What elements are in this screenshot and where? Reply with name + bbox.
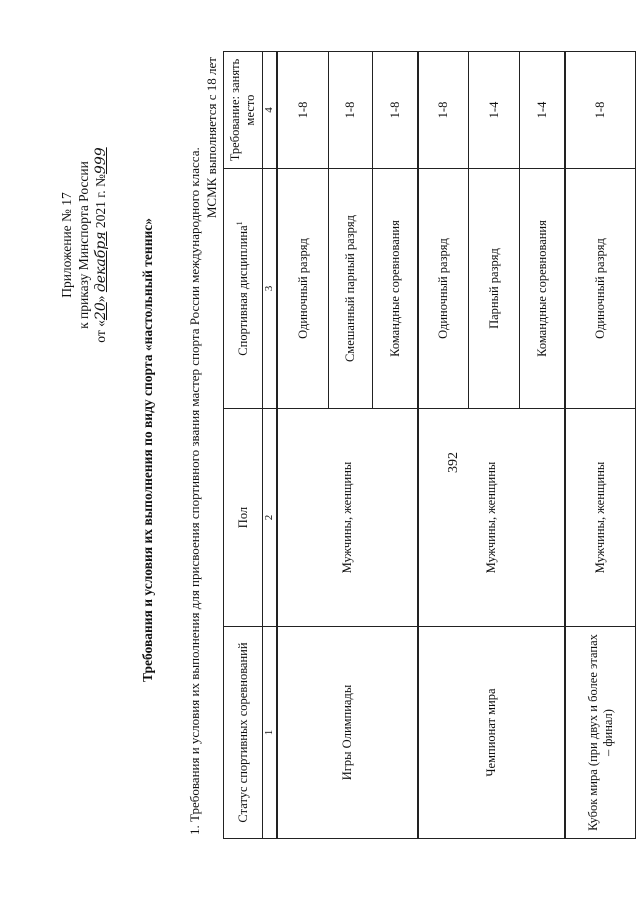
sex-cell: Мужчины, женщины bbox=[418, 409, 565, 627]
header-sex: Пол bbox=[224, 409, 263, 627]
header-place: Требование: занять место bbox=[224, 52, 263, 169]
table-row bbox=[418, 52, 469, 839]
status-cell: Чемпионат мира bbox=[418, 627, 565, 839]
place-cell: 1-8 bbox=[329, 52, 373, 169]
table-row bbox=[565, 52, 636, 839]
page-number: 392 bbox=[446, 452, 461, 473]
date-month-handwritten: декабря bbox=[93, 231, 109, 293]
date-prefix: от « bbox=[93, 320, 108, 343]
place-cell: 1-4 bbox=[520, 52, 566, 169]
column-number: 2 bbox=[263, 409, 278, 627]
discipline-cell: Смешанный парный разряд bbox=[329, 169, 373, 409]
section-heading: 1. Требования и условия их выполнения для присвоения спортивного звания мастер спорта России международного класса. bbox=[187, 147, 202, 835]
date-year: 2021 г. № bbox=[93, 174, 108, 229]
discipline-cell: Парный разряд bbox=[469, 169, 520, 409]
table-row bbox=[277, 52, 329, 839]
date-day-handwritten: 20 bbox=[93, 302, 109, 321]
status-cell: Кубок мира (при двух и более этапах – финал) bbox=[565, 627, 636, 839]
place-cell: 1-4 bbox=[469, 52, 520, 169]
appendix-date-line bbox=[92, 55, 110, 435]
column-number: 1 bbox=[263, 627, 278, 839]
header-discipline bbox=[224, 169, 263, 409]
place-cell: 1-8 bbox=[565, 52, 636, 169]
document-title: Требования и условия их выполнения по виду спорта «настольный теннис» bbox=[140, 218, 155, 683]
header-discipline-footnote: 1 bbox=[234, 221, 244, 226]
sex-cell: Мужчины, женщины bbox=[277, 409, 418, 627]
column-number: 3 bbox=[263, 169, 278, 409]
place-cell: 1-8 bbox=[277, 52, 329, 169]
place-cell: 1-8 bbox=[373, 52, 419, 169]
discipline-cell: Одиночный разряд bbox=[277, 169, 329, 409]
appendix-order-ref: к приказу Минспорта России bbox=[76, 161, 91, 329]
discipline-cell: Командные соревнования bbox=[520, 169, 566, 409]
date-mid: » bbox=[93, 295, 108, 303]
requirements-table bbox=[223, 51, 636, 839]
discipline-cell: Одиночный разряд bbox=[418, 169, 469, 409]
header-discipline-label: Спортивная дисциплина bbox=[236, 225, 251, 356]
appendix-number: Приложение № 17 bbox=[59, 192, 74, 298]
place-cell: 1-8 bbox=[418, 52, 469, 169]
column-number-row bbox=[263, 52, 278, 839]
column-number: 4 bbox=[263, 52, 278, 169]
table-note: МСМК выполняется с 18 лет bbox=[204, 57, 219, 219]
discipline-cell: Одиночный разряд bbox=[565, 169, 636, 409]
appendix-block bbox=[58, 55, 110, 435]
order-number-handwritten: 999 bbox=[93, 147, 109, 175]
table-header-row bbox=[224, 52, 263, 839]
header-status: Статус спортивных соревнований bbox=[224, 627, 263, 839]
sex-cell: Мужчины, женщины bbox=[565, 409, 636, 627]
status-cell: Игры Олимпиады bbox=[277, 627, 418, 839]
discipline-cell: Командные соревнования bbox=[373, 169, 419, 409]
